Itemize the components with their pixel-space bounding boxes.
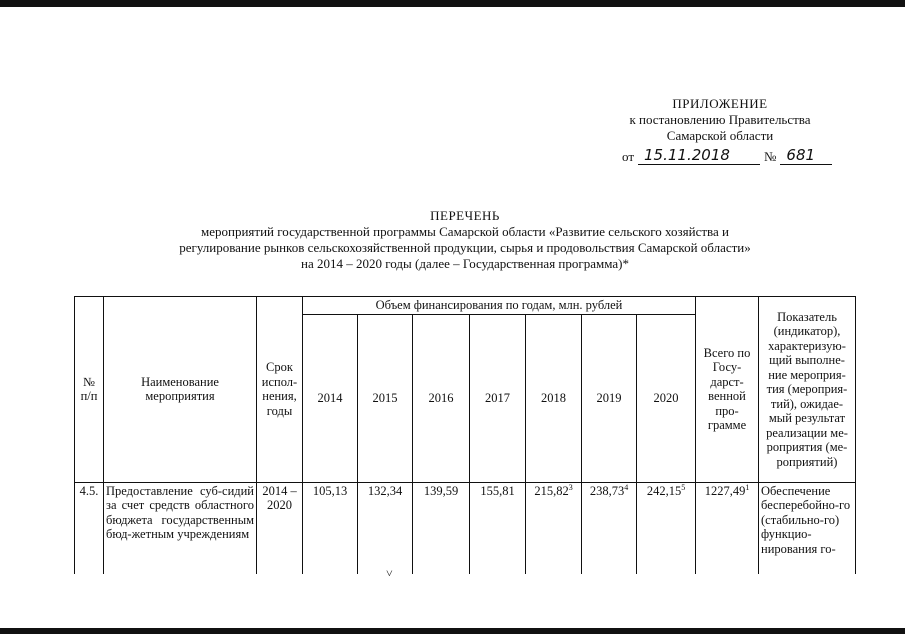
header-year: 2014 [303, 314, 358, 482]
bottom-border [0, 628, 905, 634]
header-indicator: Показатель (индикатор), характеризую-щий выполне-ние мероприя-тия (мероприя-тий), ожидае-мый результат реализации ме-роприятия (ме-роприятий) [759, 297, 856, 483]
header-year: 2016 [413, 314, 470, 482]
date-prefix: от [622, 149, 635, 164]
heading-line-2: регулирование рынков сельскохозяйственной продукции, сырья и продовольствия Самарской области» [179, 240, 751, 255]
document-heading [120, 208, 810, 272]
row-term: 2014 – 2020 [257, 482, 303, 574]
row-value-2017: 155,81 [470, 482, 526, 574]
row-value-2020: 242,15$^5$ [637, 482, 696, 574]
heading-title: ПЕРЕЧЕНЬ [430, 208, 500, 223]
heading-line-1: мероприятий государственной программы Самарской области «Развитие сельского хозяйства и [201, 224, 729, 239]
top-border [0, 0, 905, 7]
header-name: Наименование мероприятия [104, 297, 257, 483]
row-value-2019: 238,73$^4$ [582, 482, 637, 574]
row-value-2018: 215,82$^3$ [526, 482, 582, 574]
row-value-2014: 105,13 [303, 482, 358, 574]
number-prefix: № [764, 149, 777, 164]
row-num: 4.5. [75, 482, 104, 574]
header-year: 2015 [358, 314, 413, 482]
heading-line-3: на 2014 – 2020 годы (далее – Государственная программа)* [301, 256, 629, 271]
header-term: Срок испол-нения, годы [257, 297, 303, 483]
row-value-2016: 139,59 [413, 482, 470, 574]
row-name: Предоставление суб-сидий за счет средств областного бюджета государственным бюд-жетным учреждениям [104, 482, 257, 574]
header-funding: Объем финансирования по годам, млн. рублей [303, 297, 696, 315]
row-value-2015: 132,34 [358, 482, 413, 574]
handwritten-number: 681 [780, 146, 832, 165]
appendix-line-1: к постановлению Правительства [629, 112, 811, 127]
row-indicator: Обеспечение бесперебойно-го (стабильно-го) функцио-нирования го- [759, 482, 856, 574]
order-reference [622, 146, 852, 165]
appendix-block [600, 96, 840, 144]
header-year: 2020 [637, 314, 696, 482]
header-year: 2019 [582, 314, 637, 482]
appendix-line-2: Самарской области [666, 128, 774, 143]
measures-table [74, 296, 856, 574]
header-total: Всего по Госу-дарст-венной про-грамме [696, 297, 759, 483]
scan-speck: ˅ [386, 566, 393, 580]
handwritten-date: 15.11.2018 [638, 146, 760, 165]
header-year: 2017 [470, 314, 526, 482]
appendix-title: ПРИЛОЖЕНИЕ [672, 96, 768, 111]
header-num: № п/п [75, 297, 104, 483]
row-total: 1227,49$^1$ [696, 482, 759, 574]
table-row [75, 482, 856, 574]
header-year: 2018 [526, 314, 582, 482]
